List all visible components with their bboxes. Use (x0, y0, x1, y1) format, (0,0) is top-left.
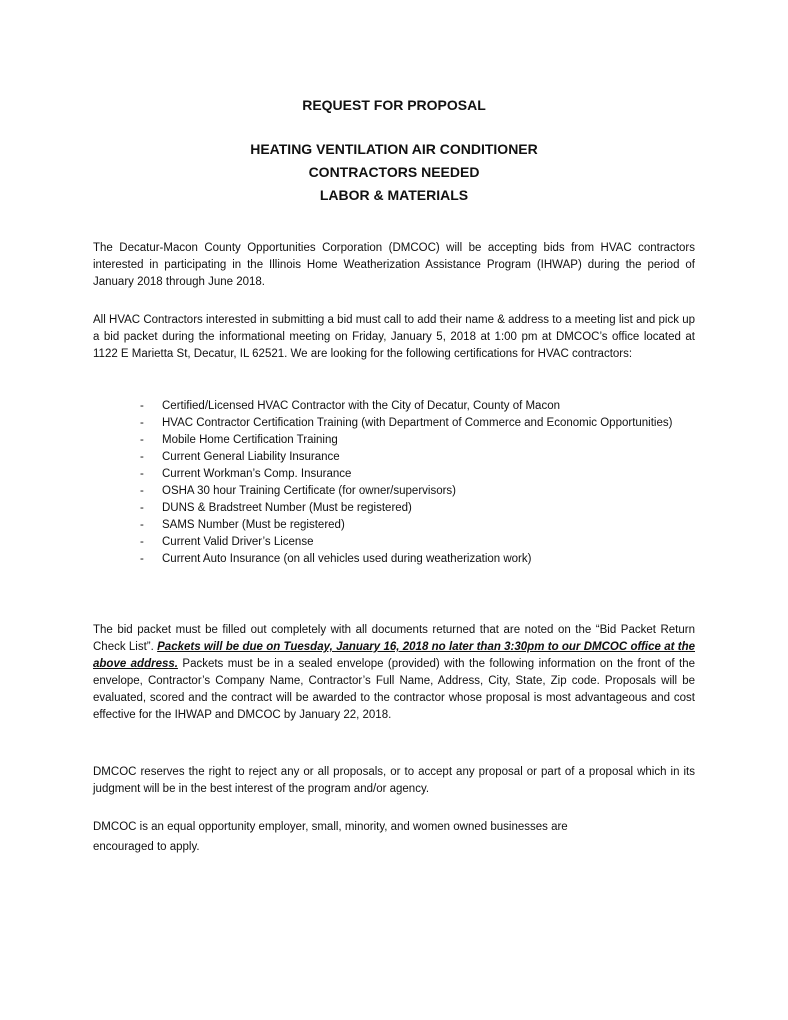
bullet-dash: - (140, 434, 144, 446)
bullet-dash: - (140, 451, 144, 463)
certification-list (136, 398, 696, 568)
list-item-text: Current Workman’s Comp. Insurance (162, 468, 352, 480)
list-item (136, 432, 696, 449)
list-item (136, 415, 696, 432)
list-item (136, 449, 696, 466)
deadline-emphasis: Packets will be due on Tuesday, January 16, 2018 no later than 3:30pm to our DMCOC office at the above address. (93, 641, 695, 670)
subtitle-line-2: CONTRACTORS NEEDED (308, 164, 480, 180)
document-subtitle (0, 138, 788, 207)
meeting-paragraph: All HVAC Contractors interested in submitting a bid must call to add their name & address to a meeting list and pick up a bid packet during the informational meeting on Friday, January 5, 2018 at 1:00 pm at DMCOC’s office located at 1122 E Marietta St, Decatur, IL 62521. We are looking for the following certifications for HVAC contractors: (93, 314, 695, 360)
list-item (136, 534, 696, 551)
list-item (136, 398, 696, 415)
document-title: REQUEST FOR PROPOSAL (302, 97, 486, 113)
list-item-text: OSHA 30 hour Training Certificate (for owner/supervisors) (162, 485, 457, 497)
bullet-dash: - (140, 519, 144, 531)
bid-packet-paragraph (93, 622, 695, 724)
bullet-dash: - (140, 536, 144, 548)
list-item (136, 483, 696, 500)
intro-paragraph: The Decatur-Macon County Opportunities Corporation (DMCOC) will be accepting bids from HVAC contractors interested in participating in the Illinois Home Weatherization Assistance Program (IHWAP) during the period of January 2018 through June 2018. (93, 242, 695, 288)
bullet-dash: - (140, 485, 144, 497)
bullet-dash: - (140, 553, 144, 565)
eo-line-2: encouraged to apply. (93, 841, 200, 853)
list-item (136, 500, 696, 517)
list-item (136, 551, 696, 568)
list-item-text: Current Valid Driver’s License (162, 536, 314, 548)
bid-packet-text-before: The bid packet must be filled out completely with all documents returned that are noted on the “Bid Packet Return Check List”. (93, 624, 695, 653)
list-item-text: SAMS Number (Must be registered) (162, 519, 345, 531)
list-item (136, 517, 696, 534)
bullet-dash: - (140, 417, 144, 429)
eo-line-1: DMCOC is an equal opportunity employer, small, minority, and women owned businesses are (93, 821, 568, 833)
list-item-text: Mobile Home Certification Training (162, 434, 338, 446)
bullet-dash: - (140, 400, 144, 412)
subtitle-line-1: HEATING VENTILATION AIR CONDITIONER (250, 141, 538, 157)
list-item-text: Current Auto Insurance (on all vehicles used during weatherization work) (162, 553, 532, 565)
bid-packet-text-after: Packets must be in a sealed envelope (provided) with the following information on the front of the envelope, Contractor’s Company Name, Contractor’s Full Name, Address, City, State, Zip code. Proposals will be evaluated, scored and the contract will be awarded to the contractor whose proposal is most advantageous and cost effective for the IHWAP and DMCOC by January 22, 2018. (93, 658, 695, 721)
bullet-dash: - (140, 468, 144, 480)
equal-opportunity-paragraph (93, 817, 695, 857)
list-item (136, 466, 696, 483)
list-item-text: DUNS & Bradstreet Number (Must be registered) (162, 502, 412, 514)
bullet-dash: - (140, 502, 144, 514)
list-item-text: HVAC Contractor Certification Training (with Department of Commerce and Economic Opportunities) (162, 417, 673, 429)
subtitle-line-3: LABOR & MATERIALS (319, 187, 469, 203)
list-item-text: Current General Liability Insurance (162, 451, 340, 463)
rights-paragraph: DMCOC reserves the right to reject any or all proposals, or to accept any proposal or part of a proposal which in its judgment will be in the best interest of the program and/or agency. (93, 766, 695, 795)
list-item-text: Certified/Licensed HVAC Contractor with the City of Decatur, County of Macon (162, 400, 560, 412)
